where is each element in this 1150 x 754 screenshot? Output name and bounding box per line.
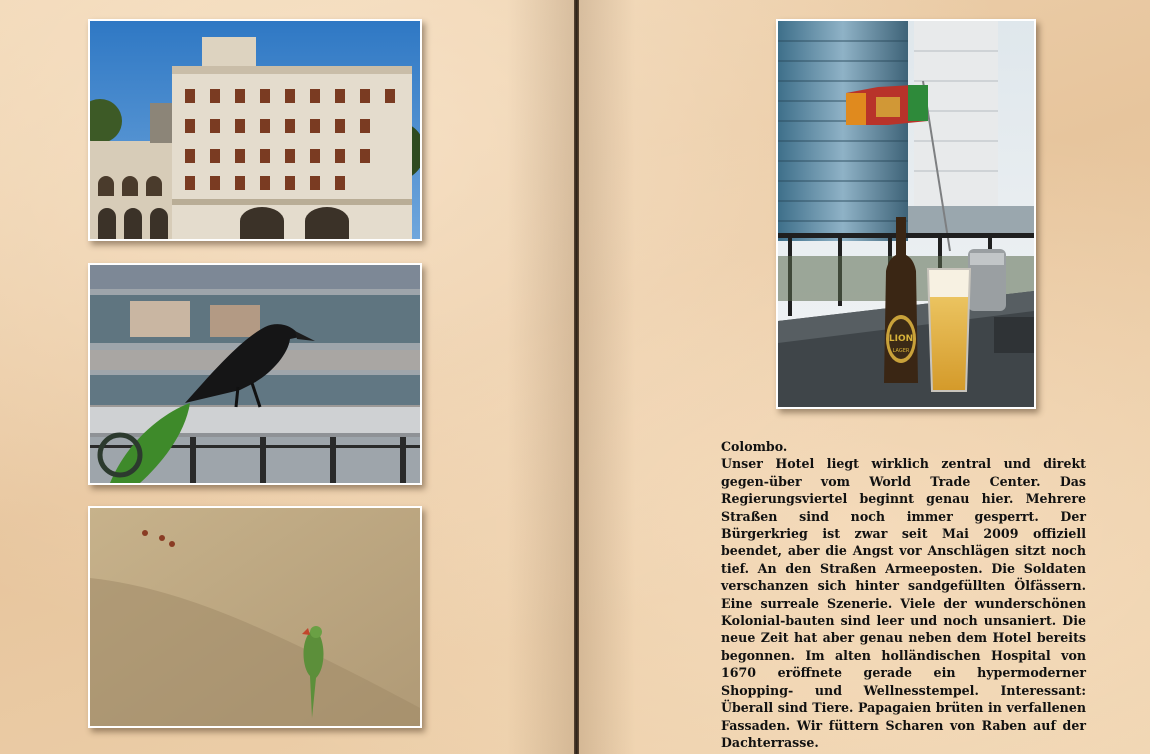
parrot-on-wall-photo	[88, 506, 422, 728]
story-text-block	[721, 438, 1086, 751]
bottle-label: LION	[888, 334, 914, 344]
crow-on-railing-photo	[88, 263, 422, 485]
story-paragraph: Unser Hotel liegt wirklich zentral und direkt gegen-über vom World Trade Center. Das Regierungsviertel beginnt genau hier. Mehrere Straßen sind noch immer gesperrt. Der Bürgerkrieg ist zwar seit Mai 2009 offiziell beendet, aber die Angst vor Anschlägen sitzt noch tief. An den Straßen Armeeposten. Die Soldaten verschanzen sich hinter sandgefüllten Ölfässern. Eine surreale Szenerie. Viele der wunderschönen Kolonial-bauten sind leer und noch unsaniert. Die neue Zeit hat aber genau neben dem Hotel bereits begonnen. Im alten holländischen Hospital von 1670 eröffnete gerade ein hypermoderner Shopping- und Wellnesstempel. Interessant: Überall sind Tiere. Papagaien brüten in verfallenen Fassaden. Wir füttern Scharen von Raben auf der Dachterrasse.	[721, 456, 1086, 750]
beer-terrace-photo	[776, 19, 1036, 409]
hotel-building-photo	[88, 19, 422, 241]
bottle-sublabel: LAGER	[892, 348, 910, 354]
right-page	[578, 0, 1150, 754]
story-heading: Colombo.	[721, 439, 788, 454]
